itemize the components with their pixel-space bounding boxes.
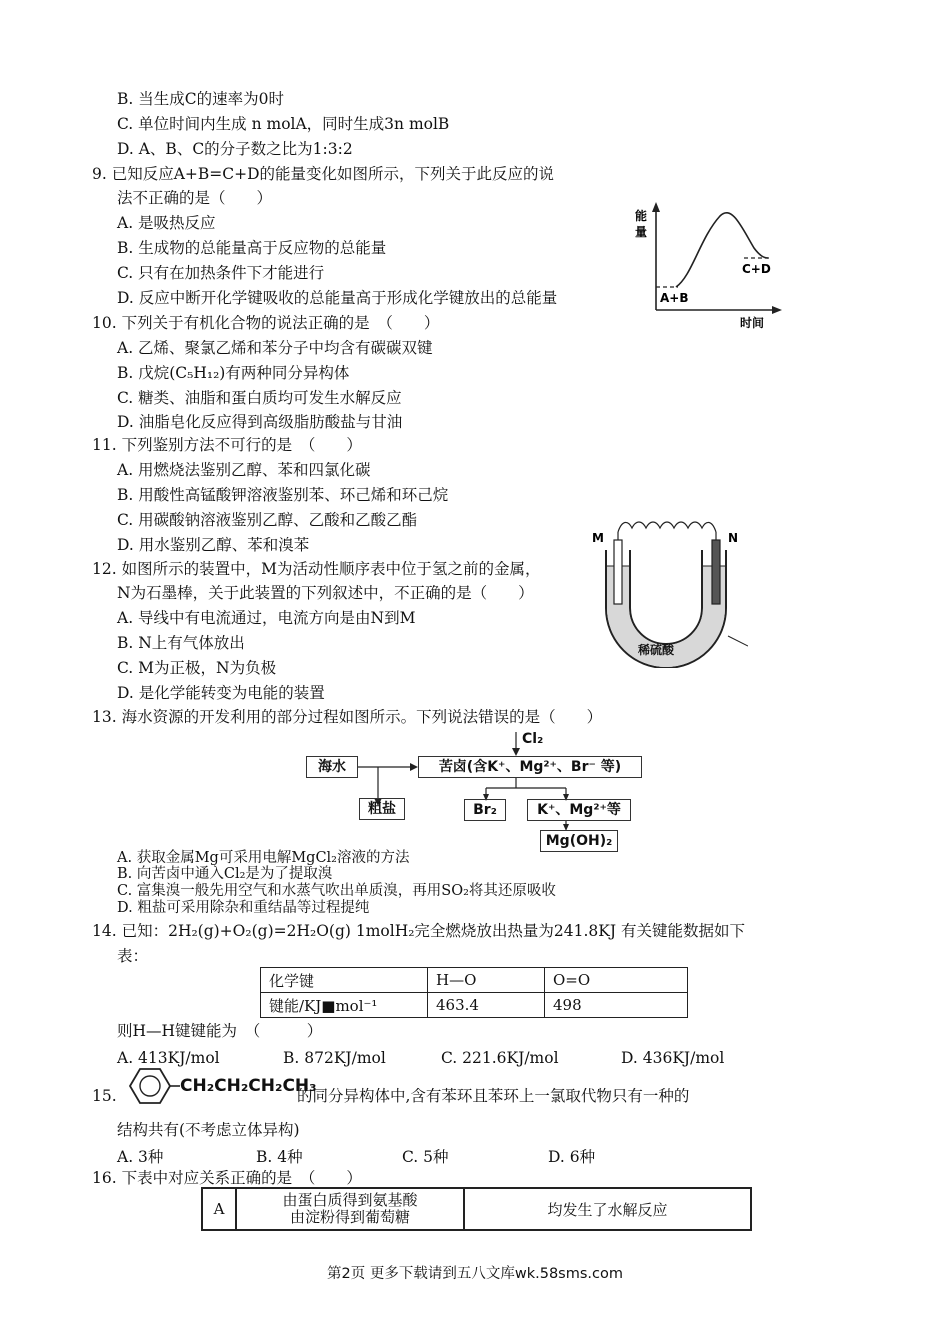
- q11-stem: 11. 下列鉴别方法不可行的是 （ ）: [92, 436, 362, 454]
- q13-option-b: B. 向苦卤中通入Cl₂是为了提取溴: [117, 866, 333, 882]
- q13-stem: 13. 海水资源的开发利用的部分过程如图所示。下列说法错误的是（ ）: [92, 708, 603, 726]
- q11-option-b: B. 用酸性高锰酸钾溶液鉴别苯、环己烯和环己烷: [117, 486, 449, 504]
- row-line-starch: 由淀粉得到葡萄糖: [289, 1208, 410, 1226]
- cl2-label: Cl₂: [522, 731, 544, 747]
- q15-option-a: A. 3种: [117, 1148, 164, 1166]
- q14-option-c: C. 221.6KJ/mol: [441, 1049, 559, 1067]
- page-footer: 第2页 更多下载请到五八文库wk.58sms.com: [327, 1266, 623, 1282]
- q12-option-a: A. 导线中有电流通过，电流方向是由N到M: [117, 609, 416, 627]
- table-cell: A: [202, 1188, 236, 1230]
- q14-option-b: B. 872KJ/mol: [283, 1049, 386, 1067]
- q15-option-d: D. 6种: [548, 1148, 596, 1166]
- q13-option-a: A. 获取金属Mg可采用电解MgCl₂溶液的方法: [117, 850, 410, 866]
- products-label: C+D: [742, 262, 771, 276]
- energy-diagram: [630, 198, 790, 333]
- q10-stem: 10. 下列关于有机化合物的说法正确的是 （ ）: [92, 314, 440, 332]
- q15-stem-tail: 的同分异构体中,含有苯环且苯环上一氯取代物只有一种的: [297, 1087, 690, 1105]
- bittern-box: 苦卤(含K⁺、Mg²⁺、Br⁻ 等): [418, 756, 642, 778]
- q8-option-b: B. 当生成C的速率为0时: [117, 90, 284, 108]
- q9-option-c: C. 只有在加热条件下才能进行: [117, 264, 325, 282]
- q14-option-d: D. 436KJ/mol: [621, 1049, 725, 1067]
- table-cell: 均发生了水解反应: [464, 1188, 751, 1230]
- table-row: [261, 993, 688, 1018]
- q9-option-d: D. 反应中断开化学键吸收的总能量高于形成化学键放出的总能量: [117, 289, 558, 307]
- q10-option-b: B. 戊烷(C₅H₁₂)有两种同分异构体: [117, 364, 350, 382]
- table-row: [202, 1188, 751, 1230]
- q15-option-b: B. 4种: [256, 1148, 303, 1166]
- ions-box: K⁺、Mg²⁺等: [527, 799, 631, 821]
- dilute-sulfuric-acid-label: 稀硫酸: [638, 643, 675, 657]
- table-row: [261, 968, 688, 993]
- energy-axis-label-2: 量: [635, 225, 648, 239]
- q8-option-d: D. A、B、C的分子数之比为1:3:2: [117, 140, 353, 158]
- row-line-protein: 由蛋白质得到氨基酸: [282, 1191, 418, 1209]
- q13-option-c: C. 富集溴一般先用空气和水蒸气吹出单质溴，再用SO₂将其还原吸收: [117, 883, 556, 899]
- q14-ask: 则H—H键键能为 （ ）: [117, 1022, 323, 1040]
- time-axis-label: 时间: [740, 316, 765, 330]
- q9-stem-line2: 法不正确的是（ ）: [117, 189, 273, 207]
- q12-stem-line1: 12. 如图所示的装置中，M为活动性顺序表中位于氢之前的金属，: [92, 560, 541, 578]
- q9-option-b: B. 生成物的总能量高于反应物的总能量: [117, 239, 387, 257]
- q12-option-d: D. 是化学能转变为电能的装置: [117, 684, 325, 702]
- q14-option-a: A. 413KJ/mol: [117, 1049, 220, 1067]
- q15-option-c: C. 5种: [402, 1148, 449, 1166]
- q16-table: [201, 1187, 752, 1231]
- seawater-box: 海水: [306, 756, 358, 778]
- q10-option-a: A. 乙烯、聚氯乙烯和苯分子中均含有碳碳双键: [117, 339, 433, 357]
- q12-stem-line2: N为石墨棒，关于此装置的下列叙述中，不正确的是（ ）: [117, 584, 534, 602]
- q14-stem-line1: 14. 已知：2H₂(g)+O₂(g)=2H₂O(g) 1molH₂完全燃烧放出热量为241.8KJ 有关键能数据如下: [92, 922, 746, 940]
- table-cell: 463.4: [428, 993, 545, 1018]
- q10-option-d: D. 油脂皂化反应得到高级脂肪酸盐与甘油: [117, 413, 403, 431]
- butyl-chain-label: CH₂CH₂CH₂CH₃: [180, 1076, 317, 1096]
- electrode-n-label: N: [728, 531, 739, 545]
- table-cell: 化学键: [261, 968, 428, 993]
- table-cell: O=O: [545, 968, 688, 993]
- q11-option-a: A. 用燃烧法鉴别乙醇、苯和四氯化碳: [117, 461, 371, 479]
- q14-stem-line2: 表：: [117, 947, 149, 965]
- table-cell: 键能/KJ■mol⁻¹: [261, 993, 428, 1018]
- electrode-m-label: M: [592, 531, 604, 545]
- reactants-label: A+B: [660, 291, 689, 305]
- table-cell: [236, 1188, 464, 1230]
- q9-stem-line1: 9. 已知反应A+B=C+D的能量变化如图所示，下列关于此反应的说: [92, 165, 555, 183]
- bromine-box: Br₂: [464, 799, 506, 821]
- q15-stem-line2: 结构共有(不考虑立体异构): [117, 1121, 300, 1139]
- benzene-ring-icon: [118, 1066, 180, 1106]
- q13-option-d: D. 粗盐可采用除杂和重结晶等过程提纯: [117, 900, 370, 916]
- q12-option-c: C. M为正极，N为负极: [117, 659, 277, 677]
- q9-option-a: A. 是吸热反应: [117, 214, 216, 232]
- bond-energy-table: [260, 967, 688, 1018]
- q12-option-b: B. N上有气体放出: [117, 634, 245, 652]
- q10-option-c: C. 糖类、油脂和蛋白质均可发生水解反应: [117, 389, 402, 407]
- q16-stem: 16. 下表中对应关系正确的是 （ ）: [92, 1169, 362, 1187]
- crude-salt-box: 粗盐: [359, 798, 405, 820]
- q8-option-c: C. 单位时间内生成 n molA，同时生成3n molB: [117, 115, 450, 133]
- q15-number: 15.: [92, 1087, 117, 1105]
- energy-axis-label-1: 能: [635, 209, 648, 223]
- q11-option-d: D. 用水鉴别乙醇、苯和溴苯: [117, 536, 310, 554]
- table-cell: H—O: [428, 968, 545, 993]
- table-cell: 498: [545, 993, 688, 1018]
- q11-option-c: C. 用碳酸钠溶液鉴别乙醇、乙酸和乙酸乙酯: [117, 511, 418, 529]
- mg-hydroxide-box: Mg(OH)₂: [540, 830, 618, 852]
